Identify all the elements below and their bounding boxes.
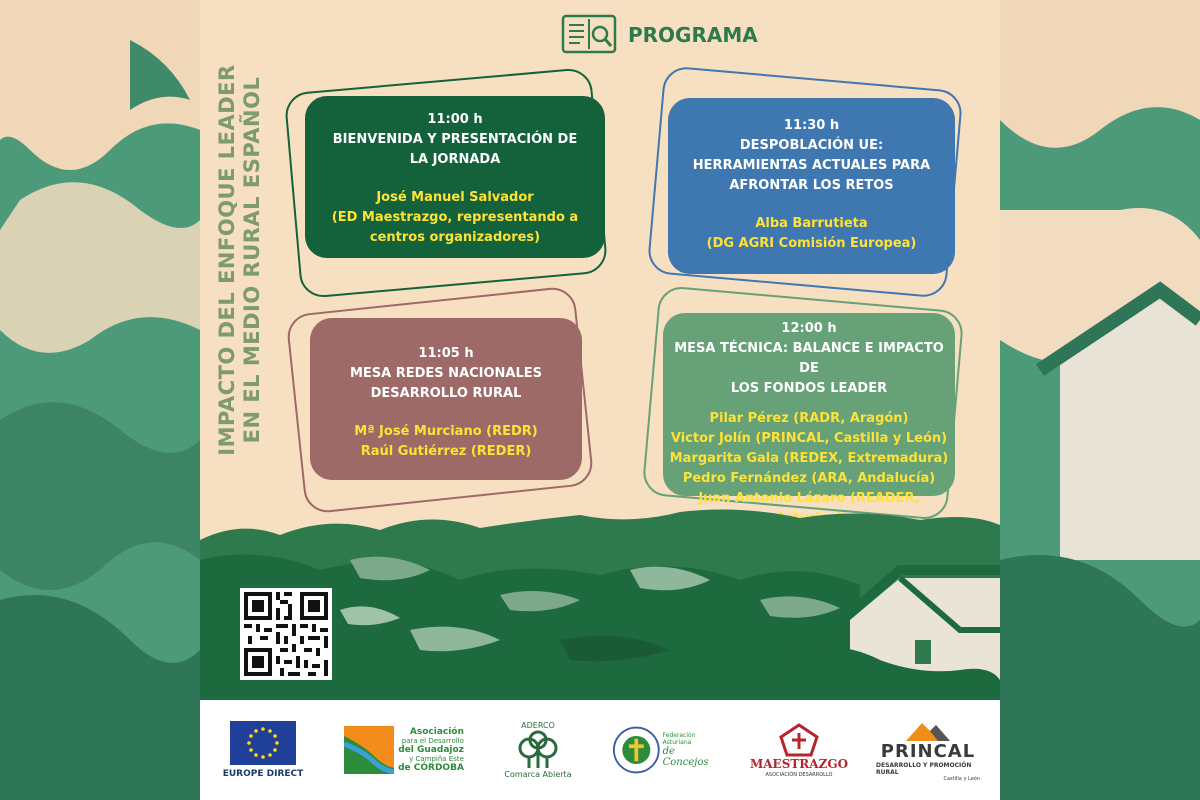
book-magnifier-icon	[560, 13, 618, 57]
background-left-panel	[0, 0, 200, 800]
eu-flag-icon	[230, 721, 296, 765]
europe-direct-label: EUROPE DIRECT	[222, 769, 304, 779]
session-speaker-line: Raúl Gutiérrez (REDER)	[360, 444, 532, 459]
qr-code[interactable]	[240, 588, 332, 680]
guadajoz-line: y Campiña Este	[409, 755, 464, 763]
program-label: PROGRAMA	[628, 23, 758, 47]
background-landscape-right	[1000, 0, 1200, 800]
session-title-line: LOS FONDOS LEADER	[730, 381, 888, 396]
poster-vertical-title	[215, 40, 285, 480]
logo-princal	[876, 710, 980, 790]
session-time: 11:00 h	[427, 112, 483, 127]
session-time: 11:30 h	[783, 118, 840, 133]
aderco-label: ADERCO	[521, 721, 555, 730]
session-time: 12:00 h	[781, 321, 837, 336]
federacion-asturiana-emblem	[612, 724, 661, 776]
session-speaker-line: José Manuel Salvador	[376, 190, 534, 205]
guadajoz-line: de CÓRDOBA	[398, 763, 464, 773]
session-speaker-line: (ED Maestrazgo, representando a	[331, 210, 579, 225]
guadajoz-line: para el Desarrollo	[401, 737, 464, 745]
program-header	[560, 10, 758, 60]
aderco-caption: Comarca Abierta	[504, 770, 572, 779]
session-title-line: LA JORNADA	[409, 152, 501, 167]
guadajoz-line: del Guadajoz	[398, 745, 464, 755]
session-speaker-line: Alba Barrutieta	[755, 216, 868, 231]
guadajoz-line: Asociación	[409, 727, 464, 737]
session-speaker-line: Juan Antonio Lázaro (READER,	[698, 491, 920, 506]
princal-caption: DESARROLLO Y PROMOCIÓN RURAL	[876, 761, 972, 776]
princal-name: PRINCAL	[880, 740, 976, 762]
session-speaker-line: centros organizadores)	[369, 230, 541, 245]
session-card-mesa-tecnica	[663, 313, 955, 506]
logo-guadajoz	[340, 710, 468, 790]
guadajoz-river-icon	[344, 726, 394, 774]
session-title-line: BIENVENIDA Y PRESENTACIÓN DE	[332, 132, 578, 147]
session-speaker-line: Mª José Murciano (REDR)	[354, 424, 538, 439]
fac-line-2: de Concejos	[662, 746, 709, 768]
logo-europe-direct	[222, 710, 304, 790]
session-card-despoblacion	[668, 98, 955, 274]
background-right-panel	[1000, 0, 1200, 800]
maestrazgo-caption: ASOCIACIÓN DESARROLLO	[765, 771, 833, 778]
session-title-line: MESA REDES NACIONALES	[349, 366, 543, 381]
vertical-title-line-2: EN EL MEDIO RURAL ESPAÑOL	[240, 76, 264, 444]
princal-region: Castilla y León	[943, 775, 980, 782]
session-speaker-line: Pedro Fernández (ARA, Andalucía)	[682, 471, 936, 486]
session-card-mesa-redes	[310, 318, 582, 480]
fac-line-1: Federación Asturiana	[662, 732, 696, 746]
session-title-line: HERRAMIENTAS ACTUALES PARA	[692, 158, 931, 173]
vertical-title-line-1: IMPACTO DEL ENFOQUE LEADER	[215, 64, 239, 456]
session-title-line: MESA TÉCNICA: BALANCE E IMPACTO DE	[674, 341, 944, 376]
session-time: 11:05 h	[418, 346, 474, 361]
logo-federacion-asturiana	[612, 710, 722, 790]
sponsor-logos-bar	[200, 700, 1000, 800]
session-speaker-line: Pilar Pérez (RADR, Aragón)	[709, 411, 909, 426]
maestrazgo-name: MAESTRAZGO	[749, 756, 849, 771]
princal-roof-icon	[906, 719, 950, 741]
session-title-line: DESARROLLO RURAL	[370, 386, 522, 401]
session-speaker-line: (DG AGRI Comisión Europea)	[706, 236, 917, 251]
event-poster	[200, 0, 1000, 800]
session-card-welcome	[305, 96, 605, 258]
logo-aderco	[500, 710, 576, 790]
session-title-line: AFRONTAR LOS RETOS	[729, 178, 894, 193]
logo-maestrazgo	[749, 710, 849, 790]
aderco-trees-icon	[515, 730, 561, 770]
session-title-line: DESPOBLACIÓN UE:	[739, 138, 884, 153]
session-speaker-line: Margarita Gala (REDEX, Extremadura)	[669, 451, 949, 466]
maestrazgo-emblem	[779, 723, 819, 757]
background-landscape-left	[0, 0, 200, 800]
session-speaker-line: Victor Jolín (PRINCAL, Castilla y León)	[670, 431, 948, 446]
